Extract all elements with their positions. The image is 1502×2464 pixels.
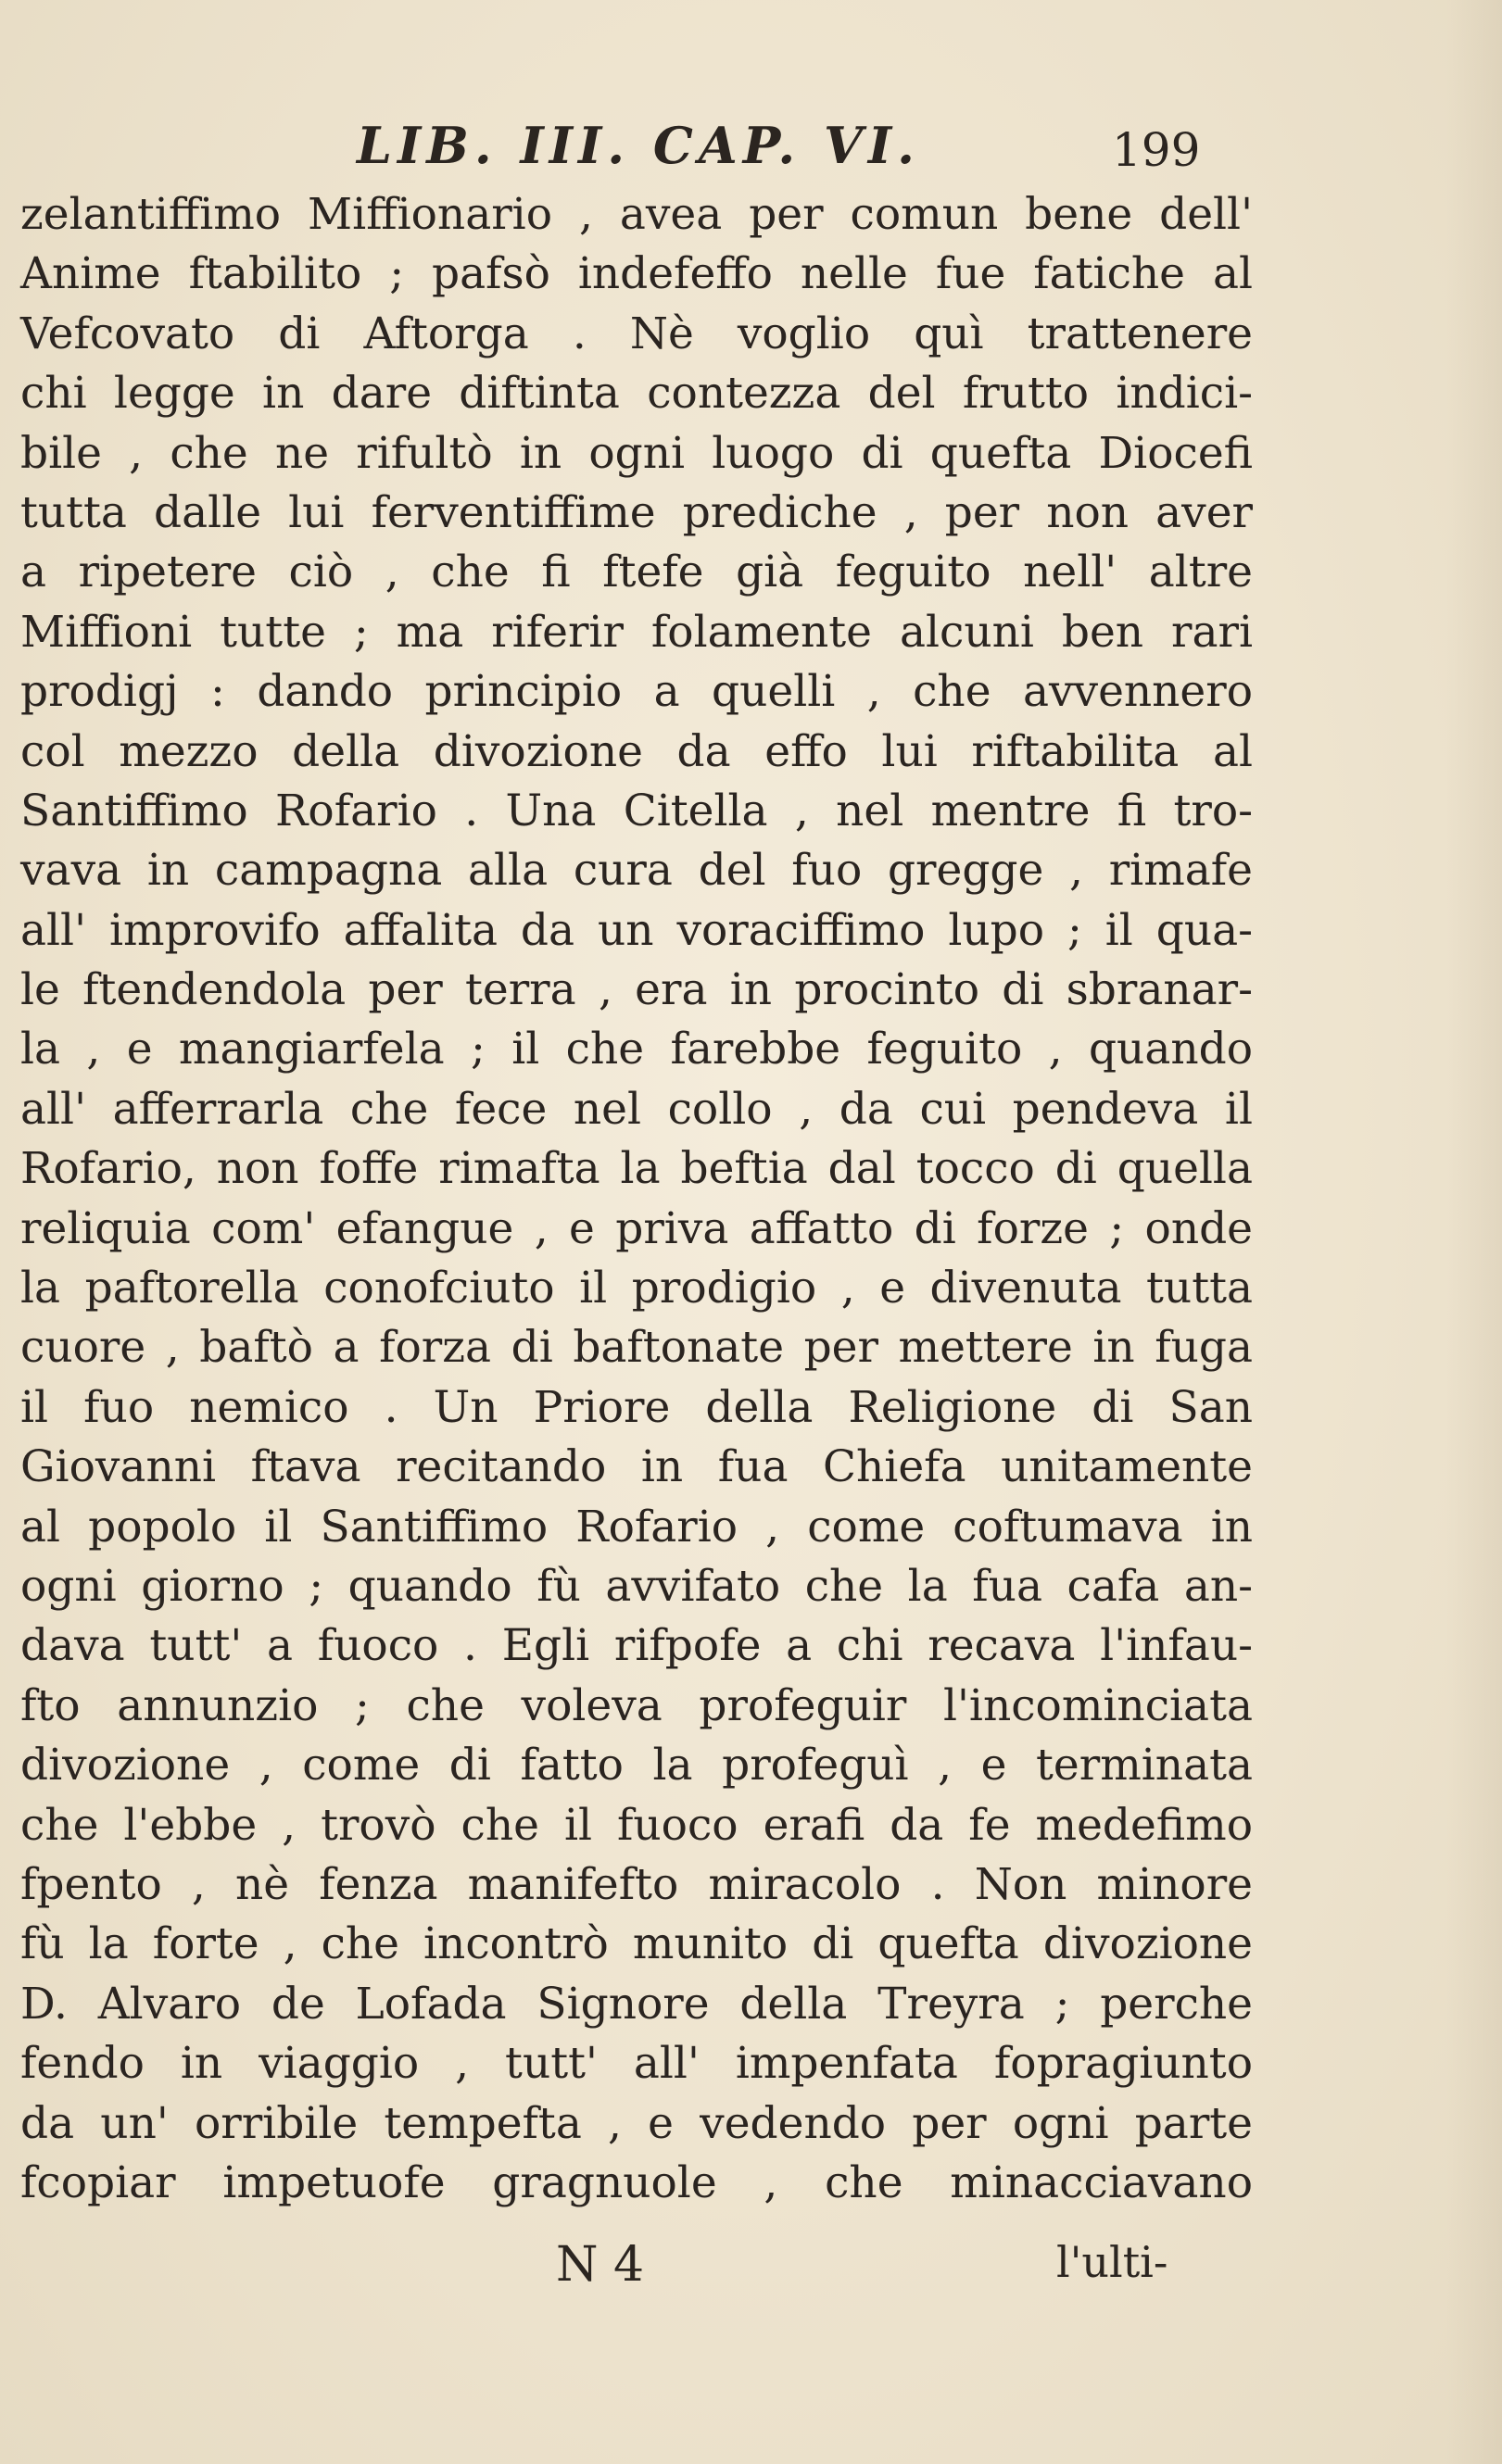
text-line: reliquia com' efangue , e priva affatto di forze ; onde — [20, 1202, 1253, 1254]
text-line: fpento , nè fenza manifefto miracolo . Non minore — [20, 1858, 1253, 1910]
text-line: chi legge in dare diftinta contezza del frutto indici- — [20, 368, 1253, 420]
text-line: fendo in viaggio , tutt' all' impenfata fopragiunto — [20, 2038, 1253, 2090]
text-line: Vefcovato di Aftorga . Nè voglio quì trattenere — [20, 308, 1253, 359]
running-head — [0, 116, 1502, 181]
text-line: le ftendendola per terra , era in procinto di sbranar- — [20, 964, 1253, 1016]
text-line: Giovanni ftava recitando in fua Chiefa unitamente — [20, 1441, 1253, 1493]
text-line: la , e mangiarfela ; il che farebbe feguito , quando — [20, 1024, 1253, 1075]
text-line: fcopiar impetuofe gragnuole , che minacciavano — [20, 2156, 1253, 2208]
text-line: fto annunzio ; che voleva profeguir l'incominciata — [20, 1679, 1253, 1731]
text-line: dava tutt' a fuoco . Egli rifpofe a chi recava l'infau- — [20, 1620, 1253, 1672]
text-line: a ripetere ciò , che fi ftefe già feguito nell' altre — [20, 547, 1253, 598]
text-line: vava in campagna alla cura del fuo gregge , rimafe — [20, 845, 1253, 897]
text-line: D. Alvaro de Lofada Signore della Treyra ; perche — [20, 1978, 1253, 2030]
running-title: LIB. III. CAP. VI. — [357, 116, 920, 175]
body-text — [20, 185, 1253, 2213]
text-line: prodigj : dando principio a quelli , che avvennero — [20, 666, 1253, 718]
text-line: Miffioni tutte ; ma riferir folamente alcuni ben rari — [20, 606, 1253, 658]
page-footer — [0, 2237, 1502, 2302]
text-line: Santiffimo Rofario . Una Citella , nel mentre fi tro- — [20, 785, 1253, 836]
text-line: all' afferrarla che fece nel collo , da cui pendeva il — [20, 1083, 1253, 1135]
text-line: col mezzo della divozione da effo lui riftabilita al — [20, 725, 1253, 777]
text-line: all' improvifo affalita da un voraciffimo lupo ; il qua- — [20, 904, 1253, 956]
text-line: fù la forte , che incontrò munito di quefta divozione — [20, 1918, 1253, 1970]
text-line: zelantiffimo Miffionario , avea per comun bene dell' — [20, 189, 1253, 240]
catchword: l'ulti- — [1056, 2237, 1168, 2287]
text-line: ogni giorno ; quando fù avvifato che la fua cafa an- — [20, 1560, 1253, 1612]
text-line: bile , che ne rifultò in ogni luogo di quefta Diocefi — [20, 427, 1253, 479]
text-line: da un' orribile tempefta , e vedendo per ogni parte — [20, 2097, 1253, 2149]
text-line: che l'ebbe , trovò che il fuoco erafi da fe medefimo — [20, 1799, 1253, 1851]
text-line: divozione , come di fatto la profeguì , e terminata — [20, 1740, 1253, 1791]
signature-mark: N 4 — [556, 2237, 645, 2293]
text-line: il fuo nemico . Un Priore della Religione di San — [20, 1381, 1253, 1433]
text-line: tutta dalle lui ferventiffime prediche , per non aver — [20, 486, 1253, 538]
page-number: 199 — [1112, 123, 1201, 177]
text-line: al popolo il Santiffimo Rofario , come coftumava in — [20, 1501, 1253, 1553]
text-line: Rofario, non foffe rimafta la beftia dal tocco di quella — [20, 1143, 1253, 1195]
text-line: la paftorella conofciuto il prodigio , e divenuta tutta — [20, 1263, 1253, 1314]
text-line: Anime ftabilito ; pafsò indefeffo nelle fue fatiche al — [20, 248, 1253, 300]
text-line: cuore , baftò a forza di baftonate per mettere in fuga — [20, 1322, 1253, 1374]
